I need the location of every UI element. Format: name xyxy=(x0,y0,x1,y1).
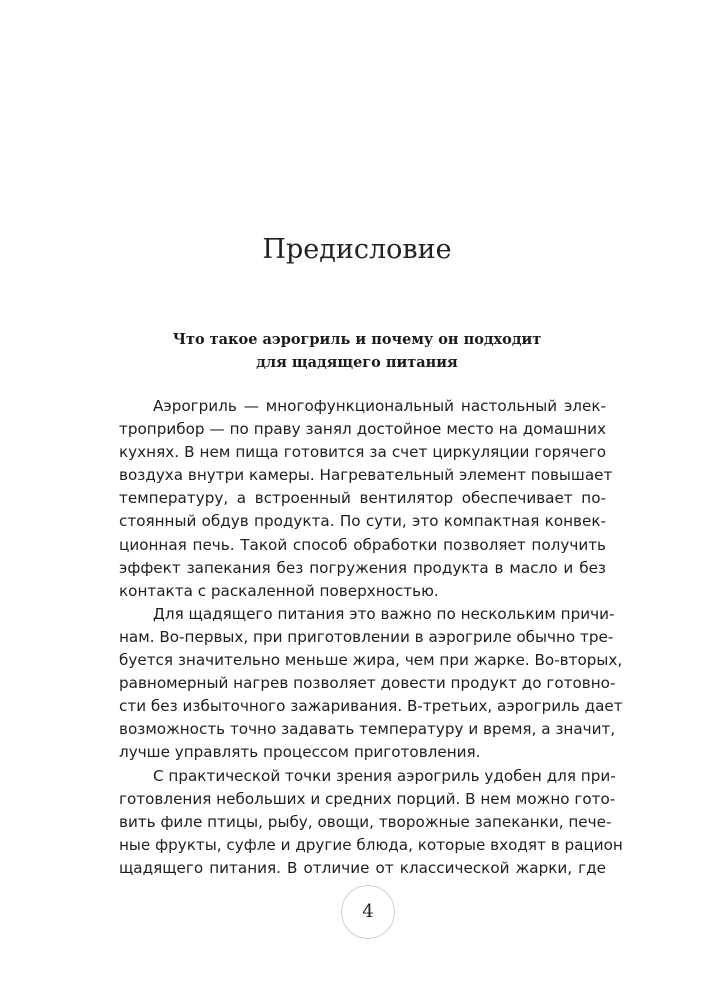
body-text xyxy=(119,395,623,880)
text-line: Для щадящего питания это важно по нескольким причи- xyxy=(153,604,615,623)
text-line: кухнях. В нем пища готовится за счет циркуляции горячего xyxy=(119,443,606,462)
text-line: воздуха внутри камеры. Нагревательный элемент повышает xyxy=(119,466,613,485)
paragraph xyxy=(119,603,623,765)
text-line: эффект запекания без погружения продукта в масло и без xyxy=(119,558,606,577)
text-line: ные фрукты, суфле и другие блюда, которые входят в рацион xyxy=(119,835,623,854)
text-line: равномерный нагрев позволяет довести продукт до готовно- xyxy=(119,674,616,693)
text-line: готовления небольших и средних порций. В нем можно гото- xyxy=(119,789,616,808)
text-line: возможность точно задавать температуру и время, а значит, xyxy=(119,720,616,739)
text-line: щадящего питания. В отличие от классической жарки, где xyxy=(119,858,606,877)
chapter-title: Предисловие xyxy=(262,234,452,265)
section-heading-line: для щадящего питания xyxy=(256,354,458,372)
text-line: вить филе птицы, рыбу, овощи, творожные запеканки, пече- xyxy=(119,812,612,831)
text-line: Аэрогриль — многофункциональный настольный элек- xyxy=(153,397,606,415)
page-number-circle xyxy=(341,885,395,939)
text-line: стоянный обдув продукта. По сути, это компактная конвек- xyxy=(119,512,606,531)
text-line: ционная печь. Такой способ обработки позволяет получить xyxy=(119,535,606,554)
text-line: С практической точки зрения аэрогриль удобен для при- xyxy=(153,766,616,785)
text-line: лучше управлять процессом приготовления. xyxy=(119,743,481,762)
text-line: температуру, а встроенный вентилятор обеспечивает по- xyxy=(119,489,606,508)
text-line: нам. Во-первых, при приготовлении в аэрогриле обычно тре- xyxy=(119,627,614,646)
paragraph xyxy=(119,395,613,603)
text-line: сти без избыточного зажаривания. В-третьих, аэрогриль дает xyxy=(119,697,623,716)
paragraph xyxy=(119,765,623,880)
text-line: контакта с раскаленной поверхностью. xyxy=(119,581,439,600)
text-line: троприбор — по праву занял достойное место на домашних xyxy=(119,420,606,439)
text-line: буется значительно меньше жира, чем при жарке. Во-вторых, xyxy=(119,651,623,670)
section-heading xyxy=(0,328,714,374)
page-number: 4 xyxy=(362,901,374,922)
section-heading-line: Что такое аэрогриль и почему он подходит xyxy=(172,331,542,348)
